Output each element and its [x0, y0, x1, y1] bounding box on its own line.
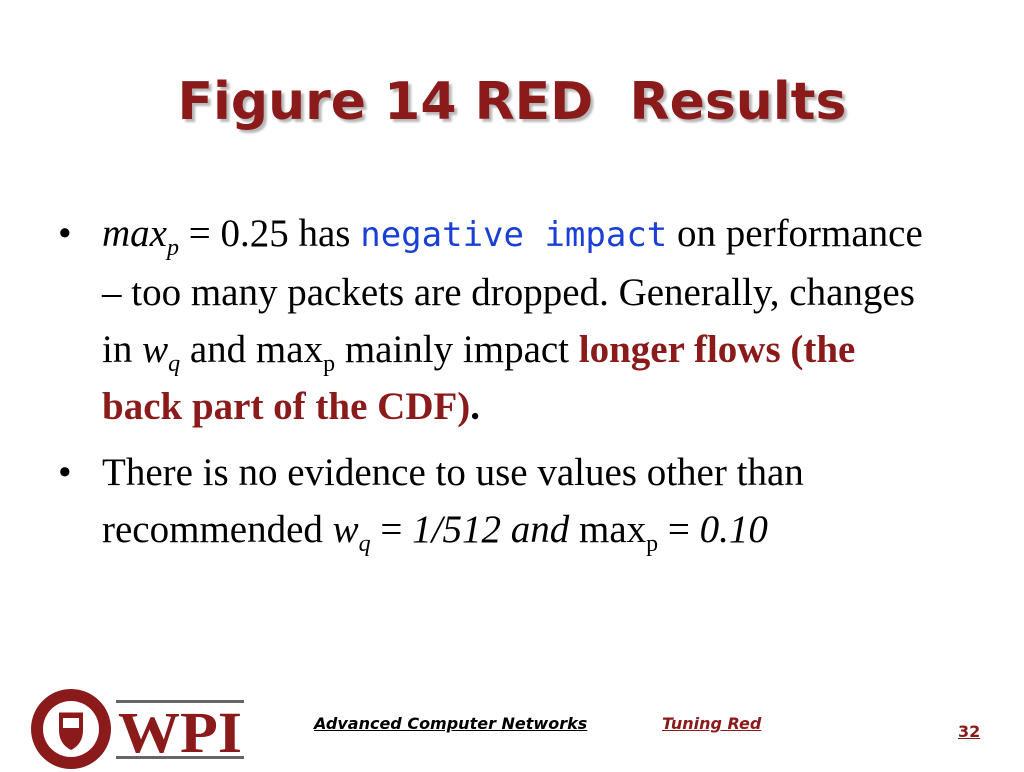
longer-flows-highlight: longer flows (the back part of the CDF): [102, 328, 856, 428]
bullet-text: =: [370, 508, 413, 551]
maxp-variable: max: [102, 212, 167, 255]
wq-subscript: q: [168, 350, 181, 377]
bullet-text: There is no evidence to use values other than recommended: [102, 451, 804, 551]
maxp-subscript: p: [646, 530, 659, 557]
maxp-subscript: p: [166, 234, 179, 261]
wpi-logo: [28, 686, 248, 772]
bullet-period: .: [470, 385, 481, 428]
maxp-subscript: p: [323, 350, 336, 377]
slide-footer: [0, 700, 1024, 765]
bullet-text: = 0.25 has: [178, 212, 361, 255]
wq-value: 1/512 and: [412, 508, 570, 551]
course-name: Advanced Computer Networks: [314, 714, 588, 733]
topic-name: Tuning Red: [662, 714, 762, 733]
bullet-text: max: [569, 508, 647, 551]
bullet-text: =: [658, 508, 700, 551]
logo-text: WPI: [118, 700, 242, 765]
slide-title: Figure 14 RED Results: [177, 72, 847, 132]
bullet-item: [58, 444, 938, 558]
bullet-marker: •: [58, 451, 72, 494]
wq-variable: w: [332, 508, 359, 551]
maxp-value: 0.10: [699, 508, 768, 551]
bullet-text: and max: [180, 328, 324, 371]
bullet-text: on performance – too many packets are dropped. Generally, changes in: [102, 212, 923, 371]
bullet-text: mainly impact: [335, 328, 579, 371]
bullet-list: [58, 205, 938, 567]
bullet-item: [58, 205, 938, 435]
negative-impact-highlight: negative impact: [360, 215, 668, 255]
wq-variable: w: [142, 328, 169, 371]
bullet-marker: •: [58, 212, 72, 255]
page-number: 32: [958, 722, 981, 741]
wq-subscript: q: [358, 530, 371, 557]
